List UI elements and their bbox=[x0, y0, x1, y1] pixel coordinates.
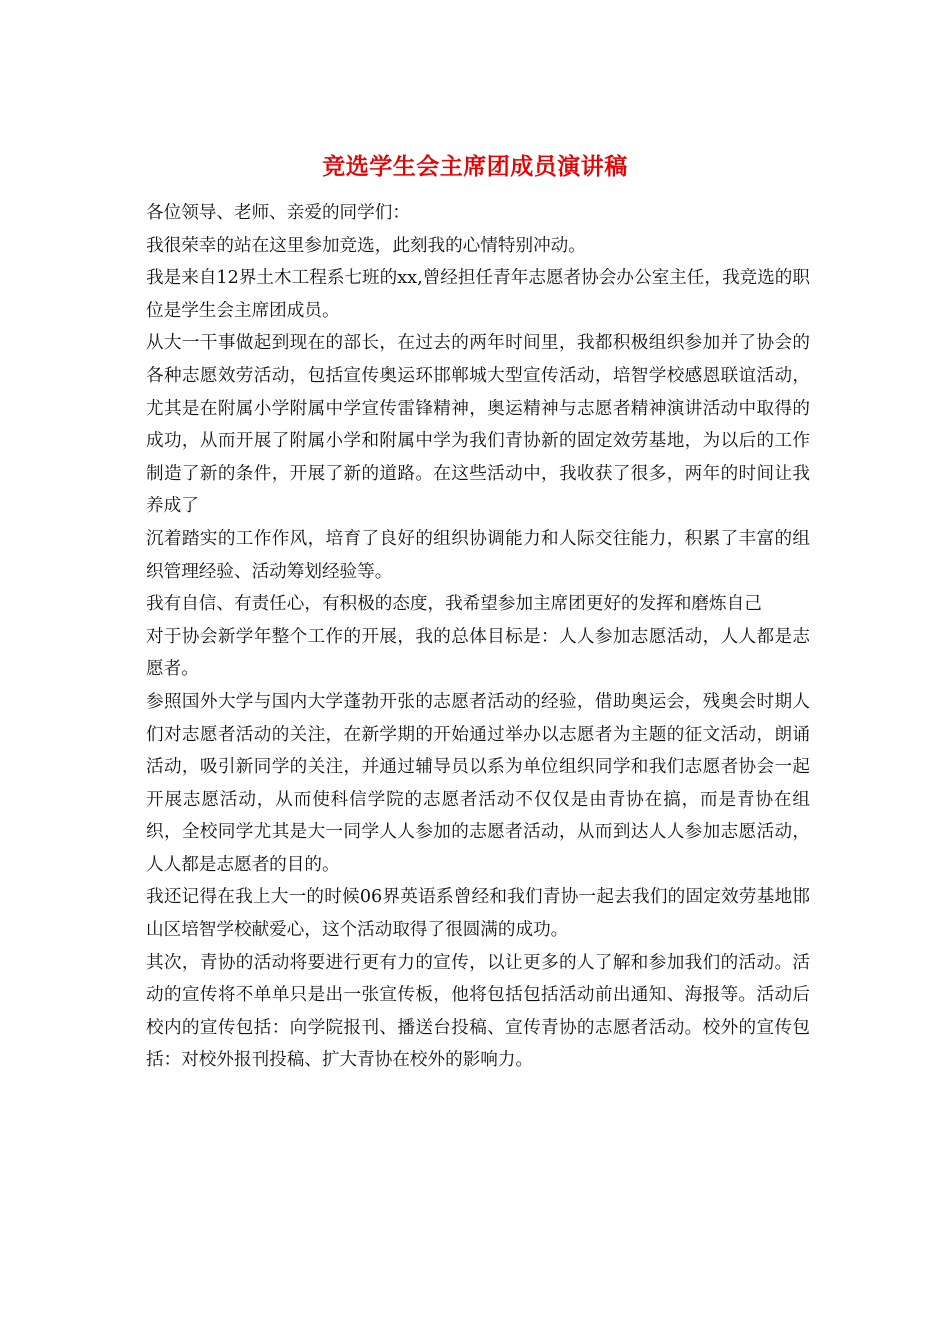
paragraph: 其次，青协的活动将要进行更有力的宣传，以让更多的人了解和参加我们的活动。活动的宣传将不单单只是出一张宣传板，他将包括包括活动前出通知、海报等。活动后校内的宣传包括：向学院报刊、播送台投稿、宣传青协的志愿者活动。校外的宣传包括：对校外报刊投稿、扩大青协在校外的影响力。 bbox=[146, 952, 810, 1071]
paragraph: 对于协会新学年整个工作的开展，我的总体目标是：人人参加志愿活动，人人都是志愿者。 bbox=[146, 626, 810, 680]
paragraph: 我是来自12界土木工程系七班的xx,曾经担任青年志愿者协会办公室主任，我竞选的职位是学生会主席团成员。 bbox=[146, 268, 810, 321]
document-body bbox=[146, 197, 810, 1077]
document-title: 竞选学生会主席团成员演讲稿 bbox=[322, 153, 628, 180]
paragraph: 我有自信、有责任心，有积极的态度，我希望参加主席团更好的发挥和磨炼自己 bbox=[146, 594, 762, 615]
paragraph: 我还记得在我上大一的时候06界英语系曾经和我们青协一起去我们的固定效劳基地邯山区培智学校献爱心，这个活动取得了很圆满的成功。 bbox=[146, 887, 810, 941]
paragraph: 从大一干事做起到现在的部长，在过去的两年时间里，我都积极组织参加并了协会的各种志愿效劳活动，包括宣传奥运环邯郸城大型宣传活动，培智学校感恩联谊活动，尤其是在附属小学附属中学宣传雷锋精神，奥运精神与志愿者精神演讲活动中取得的成功，从而开展了附属小学和附属中学为我们青协新的固定效劳基地，为以后的工作制造了新的条件，开展了新的道路。在这些活动中，我收获了很多，两年的时间让我养成了 bbox=[146, 333, 810, 517]
paragraph: 参照国外大学与国内大学蓬勃开张的志愿者活动的经验，借助奥运会，残奥会时期人们对志愿者活动的关注，在新学期的开始通过举办以志愿者为主题的征文活动，朗诵活动，吸引新同学的关注，并通过辅导员以系为单位组织同学和我们志愿者协会一起开展志愿活动，从而使科信学院的志愿者活动不仅仅是由青协在搞，而是青协在组织，全校同学尤其是大一同学人人参加的志愿者活动，从而到达人人参加志愿活动，人人都是志愿者的目的。 bbox=[146, 691, 810, 875]
paragraph: 各位领导、老师、亲爱的同学们： bbox=[146, 203, 410, 223]
paragraph: 沉着踏实的工作作风，培育了良好的组织协调能力和人际交往能力，积累了丰富的组织管理经验、活动筹划经验等。 bbox=[146, 528, 810, 582]
paragraph: 我很荣幸的站在这里参加竞选，此刻我的心情特别冲动。 bbox=[146, 235, 586, 256]
